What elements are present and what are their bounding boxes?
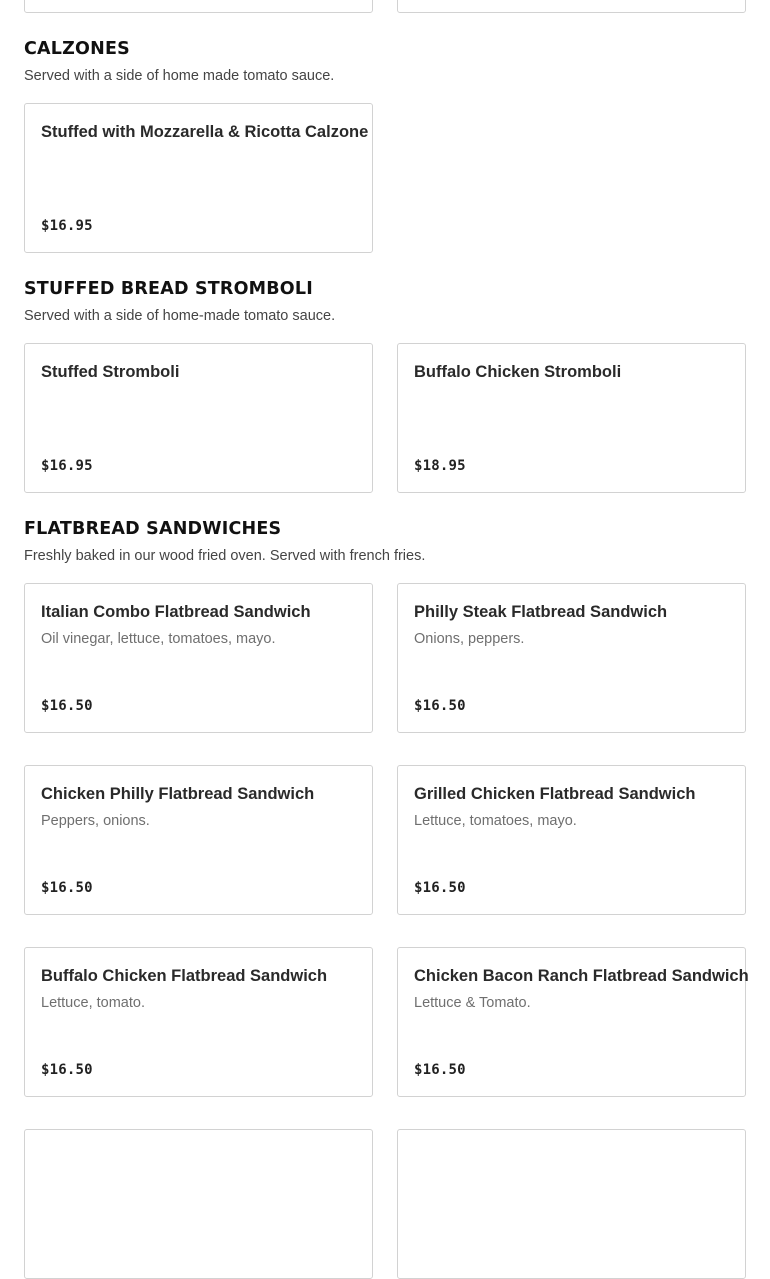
menu-item-name: Stuffed with Mozzarella & Ricotta Calzone: [41, 123, 369, 141]
menu-item-price: $16.50: [414, 698, 466, 714]
menu-item-price: $16.95: [41, 458, 93, 474]
menu-item-name: Stuffed Stromboli: [41, 363, 180, 381]
menu-item-price: $16.95: [41, 218, 93, 234]
menu-item-card[interactable]: [397, 765, 746, 915]
menu-item-name: Italian Combo Flatbread Sandwich: [41, 603, 311, 621]
section-description-flatbread: Freshly baked in our wood fried oven. Served with french fries.: [24, 548, 426, 564]
menu-item-description: Lettuce, tomato.: [41, 995, 145, 1011]
menu-item-card[interactable]: [24, 947, 373, 1097]
menu-item-description: Onions, peppers.: [414, 631, 525, 647]
menu-item-card[interactable]: [24, 0, 373, 13]
menu-item-name: Chicken Philly Flatbread Sandwich: [41, 785, 315, 803]
menu-item-description: Oil vinegar, lettuce, tomatoes, mayo.: [41, 631, 276, 647]
menu-item-price: $16.50: [41, 880, 93, 896]
menu-item-description: Lettuce & Tomato.: [414, 995, 531, 1011]
menu-item-card[interactable]: [397, 583, 746, 733]
menu-item-card[interactable]: [397, 1129, 746, 1279]
menu-item-name: Chicken Bacon Ranch Flatbread Sandwich: [414, 967, 749, 985]
menu-item-name: Philly Steak Flatbread Sandwich: [414, 603, 668, 621]
menu-item-card[interactable]: [397, 343, 746, 493]
menu-item-card[interactable]: [24, 1129, 373, 1279]
menu-item-name: Grilled Chicken Flatbread Sandwich: [414, 785, 696, 803]
menu-item-price: $16.50: [414, 1062, 466, 1078]
menu-item-card[interactable]: [397, 947, 749, 1097]
section-description-stromboli: Served with a side of home-made tomato sauce.: [24, 308, 336, 324]
section-title-flatbread: FLATBREAD SANDWICHES: [24, 519, 282, 539]
menu-item-name: Buffalo Chicken Flatbread Sandwich: [41, 967, 328, 985]
menu-item-description: Lettuce, tomatoes, mayo.: [414, 813, 577, 829]
menu-item-card[interactable]: [24, 343, 373, 493]
menu-item-description: Peppers, onions.: [41, 813, 150, 829]
menu-item-price: $16.50: [41, 698, 93, 714]
section-title-stromboli: STUFFED BREAD STROMBOLI: [24, 279, 313, 299]
section-description-calzones: Served with a side of home made tomato sauce.: [24, 68, 335, 84]
menu-item-card[interactable]: [24, 583, 373, 733]
menu-item-price: $18.95: [414, 458, 466, 474]
menu-item-name: Buffalo Chicken Stromboli: [414, 363, 622, 381]
section-title-calzones: CALZONES: [24, 39, 130, 59]
menu-item-card[interactable]: [24, 765, 373, 915]
menu-item-card[interactable]: [397, 0, 746, 13]
menu-item-card[interactable]: [24, 103, 373, 253]
menu-item-price: $16.50: [41, 1062, 93, 1078]
menu-item-price: $16.50: [414, 880, 466, 896]
